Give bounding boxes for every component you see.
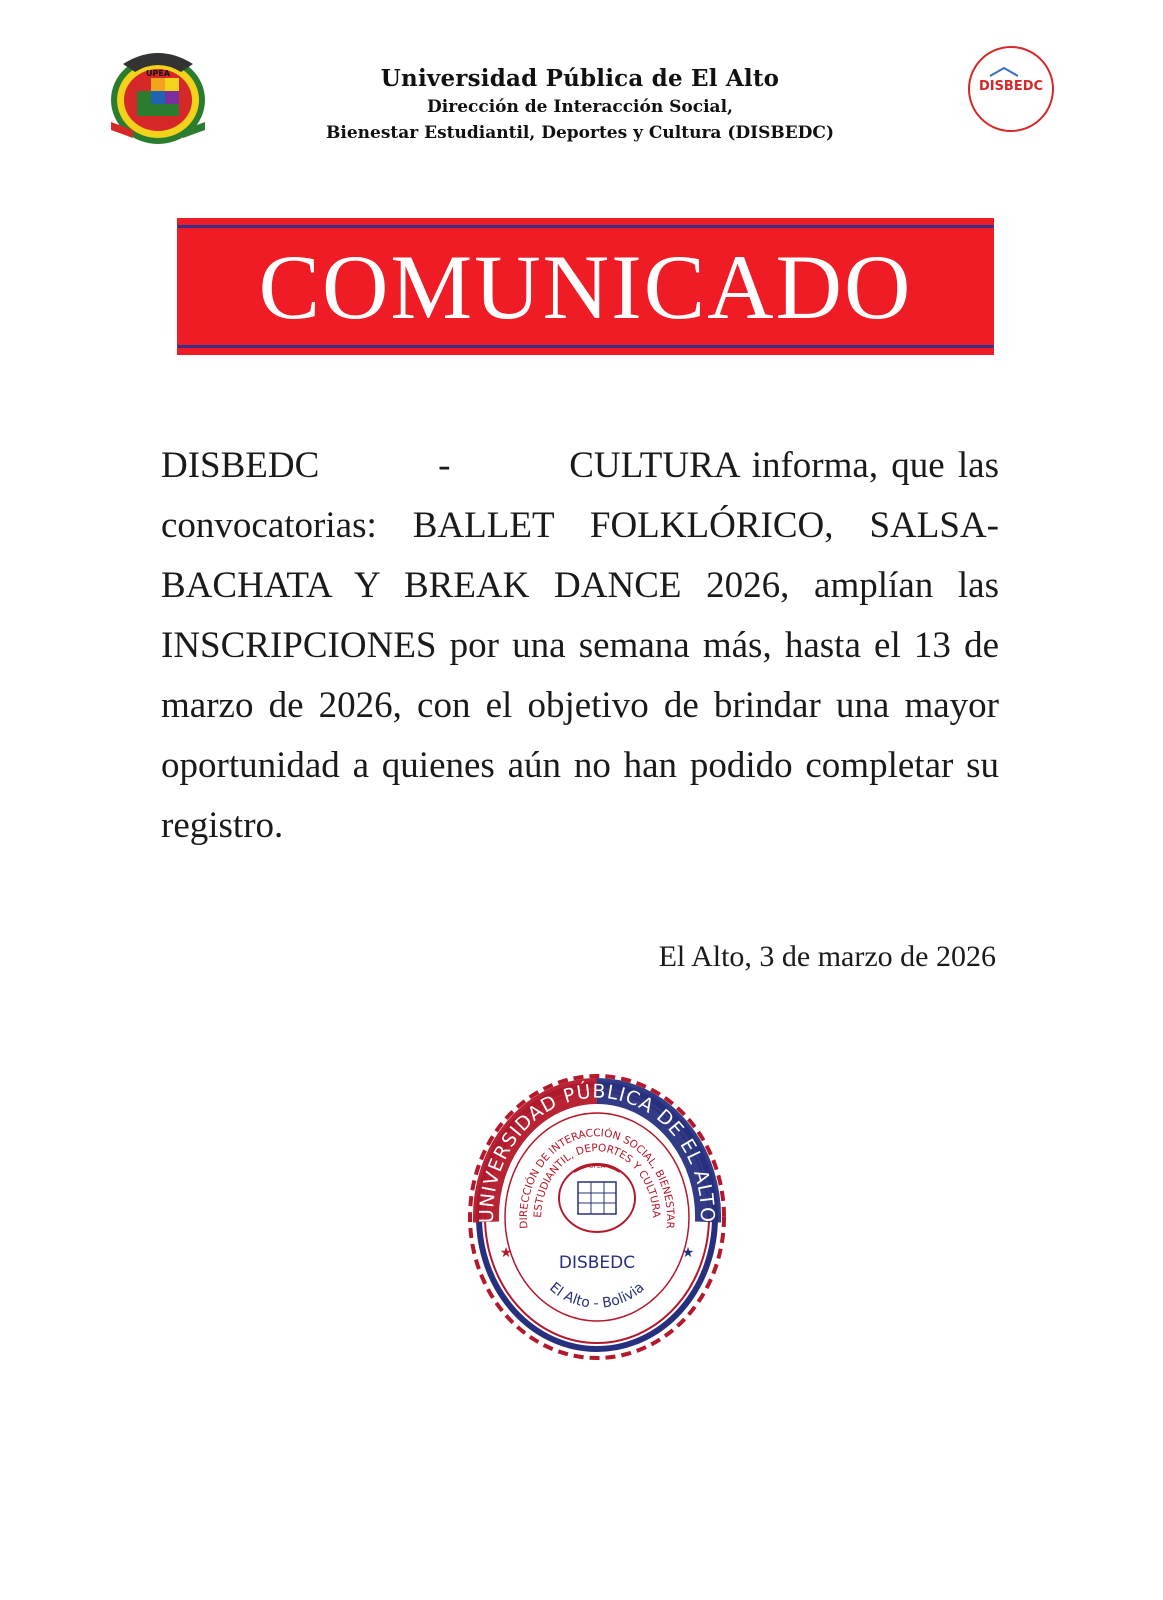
seal-badge-text: UPEA [589,1163,605,1170]
letterhead-text [260,64,900,146]
comunicado-banner [177,218,994,355]
seal-center-text: DISBEDC [558,1253,636,1273]
banner-title: COMUNICADO [258,235,913,338]
seal-bottom-text: El Alto - Bolivia [546,1279,648,1312]
body-detail: por una semana más, hasta el 13 de marzo de 2026, con el objetivo de brindar una mayor oportunidad a quienes aún no han podido completar su registro. [161,625,999,846]
logo-left-text: UPEA [145,69,171,78]
body-connector: , amplían las [780,565,999,606]
seal-star-left-icon: ★ [499,1245,513,1261]
upea-crest-icon [103,44,213,148]
body-dash: - [438,445,451,486]
disbedc-seal [466,1072,728,1362]
body-inscripciones: INSCRIPCIONES [161,625,437,666]
department-line: Dirección de Interacción Social, [427,97,733,117]
logo-right-text: DISBEDC [978,79,1044,94]
seal-inner-text-1: DIRECCIÓN DE INTERACCIÓN SOCIAL, BIENESTAR [517,1127,677,1230]
announcement-body [161,436,999,856]
issue-date: El Alto, 3 de marzo de 2026 [658,940,996,973]
university-name: Universidad Pública de El Alto [380,65,780,92]
seal-outer-text: UNIVERSIDAD PÚBLICA DE EL ALTO [475,1080,719,1224]
disbedc-logo-icon [966,44,1056,134]
seal-star-right-icon: ★ [681,1245,695,1261]
seal-inner-text-2: ESTUDIANTIL, DEPORTES Y CULTURA [531,1142,663,1219]
body-area: CULTURA [569,445,739,486]
body-programs: BALLET FOLKLÓRICO, SALSA-BACHATA Y BREAK DANCE 2026 [161,505,999,606]
department-line-2: Bienestar Estudiantil, Deportes y Cultura (DISBEDC) [326,123,834,143]
body-org: DISBEDC [161,445,320,486]
body-intro: informa, que las convocatorias: [161,445,999,546]
letterhead [0,0,1163,170]
